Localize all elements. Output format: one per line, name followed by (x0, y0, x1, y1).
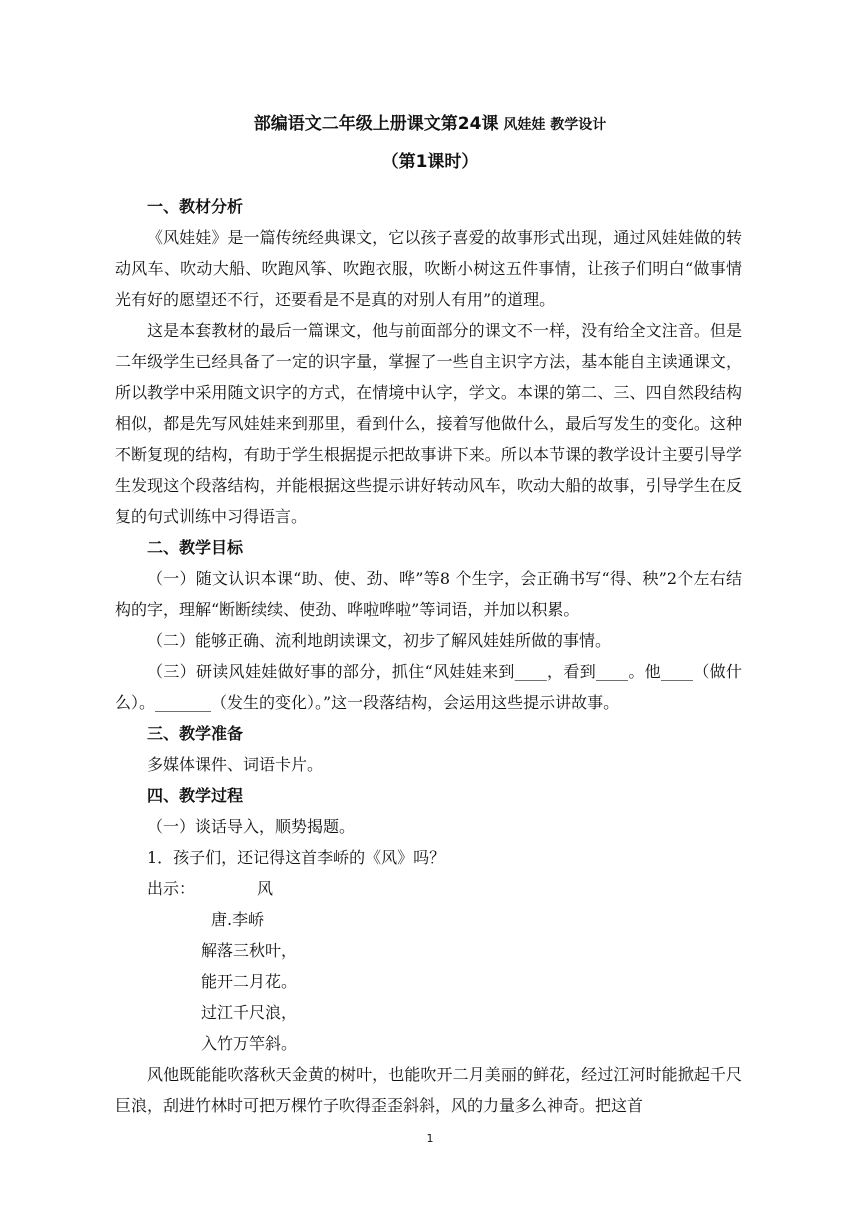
document-subtitle: （第1课时） (381, 152, 479, 172)
poem-line-3: 过江千尺浪， (201, 1003, 298, 1022)
poem-line-2: 能开二月花。 (201, 972, 298, 991)
paragraph-process-question: 1．孩子们，还记得这首李峤的《风》吗？ (147, 848, 446, 867)
section-heading-goals: 二、教学目标 (147, 538, 244, 557)
title-main: 部编语文二年级上册课文第24课 (253, 114, 499, 134)
section-heading-process: 四、教学过程 (147, 786, 244, 805)
paragraph-process-explanation: 风他既能能吹落秋天金黄的树叶，也能吹开二月美丽的鲜花，经过江河时能掀起千尺巨浪，刮进竹林时可把万棵竹子吹得歪歪斜斜，风的力量多么神奇。把这首 (115, 1065, 742, 1115)
page-number: 1 (426, 1132, 434, 1145)
section-heading-analysis: 一、教材分析 (147, 197, 244, 216)
poem-line-4: 入竹万竿斜。 (201, 1034, 298, 1053)
poem-shown-row (115, 873, 742, 904)
paragraph-goal-1: （一）随文认识本课“助、使、劲、哗”等8 个生字，会正确书写“得、秧”2个左右结构的字，理解“断断续续、使劲、哗啦哗啦”等词语，并加以积累。 (115, 569, 742, 619)
paragraph-analysis-2: 这是本套教材的最后一篇课文，他与前面部分的课文不一样，没有给全文注音。但是二年级学生已经具备了一定的识字量，掌握了一些自主识字方法，基本能自主读通课文，所以教学中采用随文识字的方式，在情境中认字，学文。本课的第二、三、四自然段结构相似，都是先写风娃娃来到那里，看到什么，接着写他做什么，最后写发生的变化。这种不断复现的结构，有助于学生根据提示把故事讲下来。所以本节课的教学设计主要引导学生发现这个段落结构，并能根据这些提示讲好转动风车，吹动大船的故事，引导学生在反复的句式训练中习得语言。 (115, 321, 742, 526)
paragraph-preparation: 多媒体课件、词语卡片。 (147, 755, 324, 774)
paragraph-analysis-1: 《风娃娃》是一篇传统经典课文，它以孩子喜爱的故事形式出现，通过风娃娃做的转动风车、吹动大船、吹跑风筝、吹跑衣服，吹断小树这五件事情，让孩子们明白“做事情光有好的愿望还不行，还要看是不是真的对别人有用”的道理。 (115, 228, 742, 309)
document-body (115, 191, 742, 1121)
paragraph-process-sub1: （一）谈话导入，顺势揭题。 (147, 817, 356, 836)
paragraph-goal-3: （三）研读风娃娃做好事的部分，抓住“风娃娃来到____，看到____。他____（做什么）。_______（发生的变化）。”这一段落结构，会运用这些提示讲故事。 (115, 662, 742, 712)
paragraph-goal-2: （二）能够正确、流利地朗读课文，初步了解风娃娃所做的事情。 (147, 631, 612, 650)
title-lesson-name: 风娃娃 教学设计 (498, 117, 607, 133)
section-heading-preparation: 三、教学准备 (147, 724, 244, 743)
poem-title: 风 (257, 879, 274, 898)
shown-label: 出示： (147, 879, 196, 898)
poem-shown-line (115, 873, 742, 904)
poem-line-1: 解落三秋叶， (201, 941, 298, 960)
poem-author: 唐.李峤 (211, 910, 265, 929)
document-title (0, 112, 860, 137)
